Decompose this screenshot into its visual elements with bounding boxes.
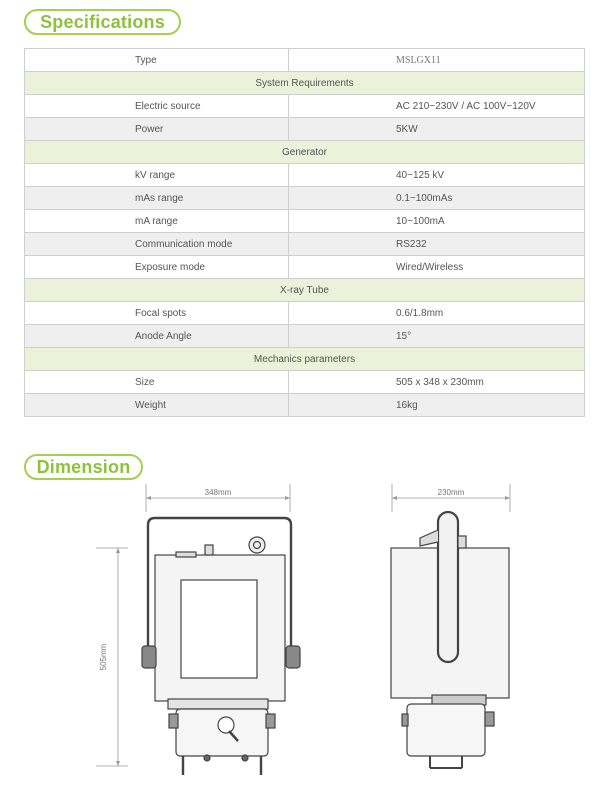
front-width-label: 348mm xyxy=(204,488,232,497)
section-header: System Requirements xyxy=(25,72,585,95)
spec-label: Power xyxy=(25,118,289,141)
spec-value: 0.6/1.8mm xyxy=(289,302,585,325)
section-header: Generator xyxy=(25,141,585,164)
section-header: Mechanics parameters xyxy=(25,348,585,371)
spec-value: MSLGX11 xyxy=(289,49,585,72)
front-view-device xyxy=(142,518,300,775)
spec-value: AC 210~230V / AC 100V~120V xyxy=(289,95,585,118)
spec-value: 15° xyxy=(289,325,585,348)
spec-label: Anode Angle xyxy=(25,325,289,348)
dimension-heading-text: Dimension xyxy=(36,456,131,477)
spec-value: 5KW xyxy=(289,118,585,141)
spec-label: Focal spots xyxy=(25,302,289,325)
spec-label: Type xyxy=(25,49,289,72)
spec-label: Size xyxy=(25,371,289,394)
section-header: X-ray Tube xyxy=(25,279,585,302)
spec-label: mAs range xyxy=(25,187,289,210)
height-label: 505mm xyxy=(99,643,108,671)
spec-label: Weight xyxy=(25,394,289,417)
spec-label: mA range xyxy=(25,210,289,233)
spec-value: 505 x 348 x 230mm xyxy=(289,371,585,394)
spec-value: 10~100mA xyxy=(289,210,585,233)
side-view-device xyxy=(391,512,509,768)
spec-value: RS232 xyxy=(289,233,585,256)
spec-label: Electric source xyxy=(25,95,289,118)
spec-value: 16kg xyxy=(289,394,585,417)
spec-label: Exposure mode xyxy=(25,256,289,279)
spec-label: kV range xyxy=(25,164,289,187)
spec-value: 0.1~100mAs xyxy=(289,187,585,210)
spec-label: Communication mode xyxy=(25,233,289,256)
spec-value: Wired/Wireless xyxy=(289,256,585,279)
spec-value: 40~125 kV xyxy=(289,164,585,187)
specifications-heading-text: Specifications xyxy=(40,11,165,32)
side-width-label: 230mm xyxy=(437,488,465,497)
